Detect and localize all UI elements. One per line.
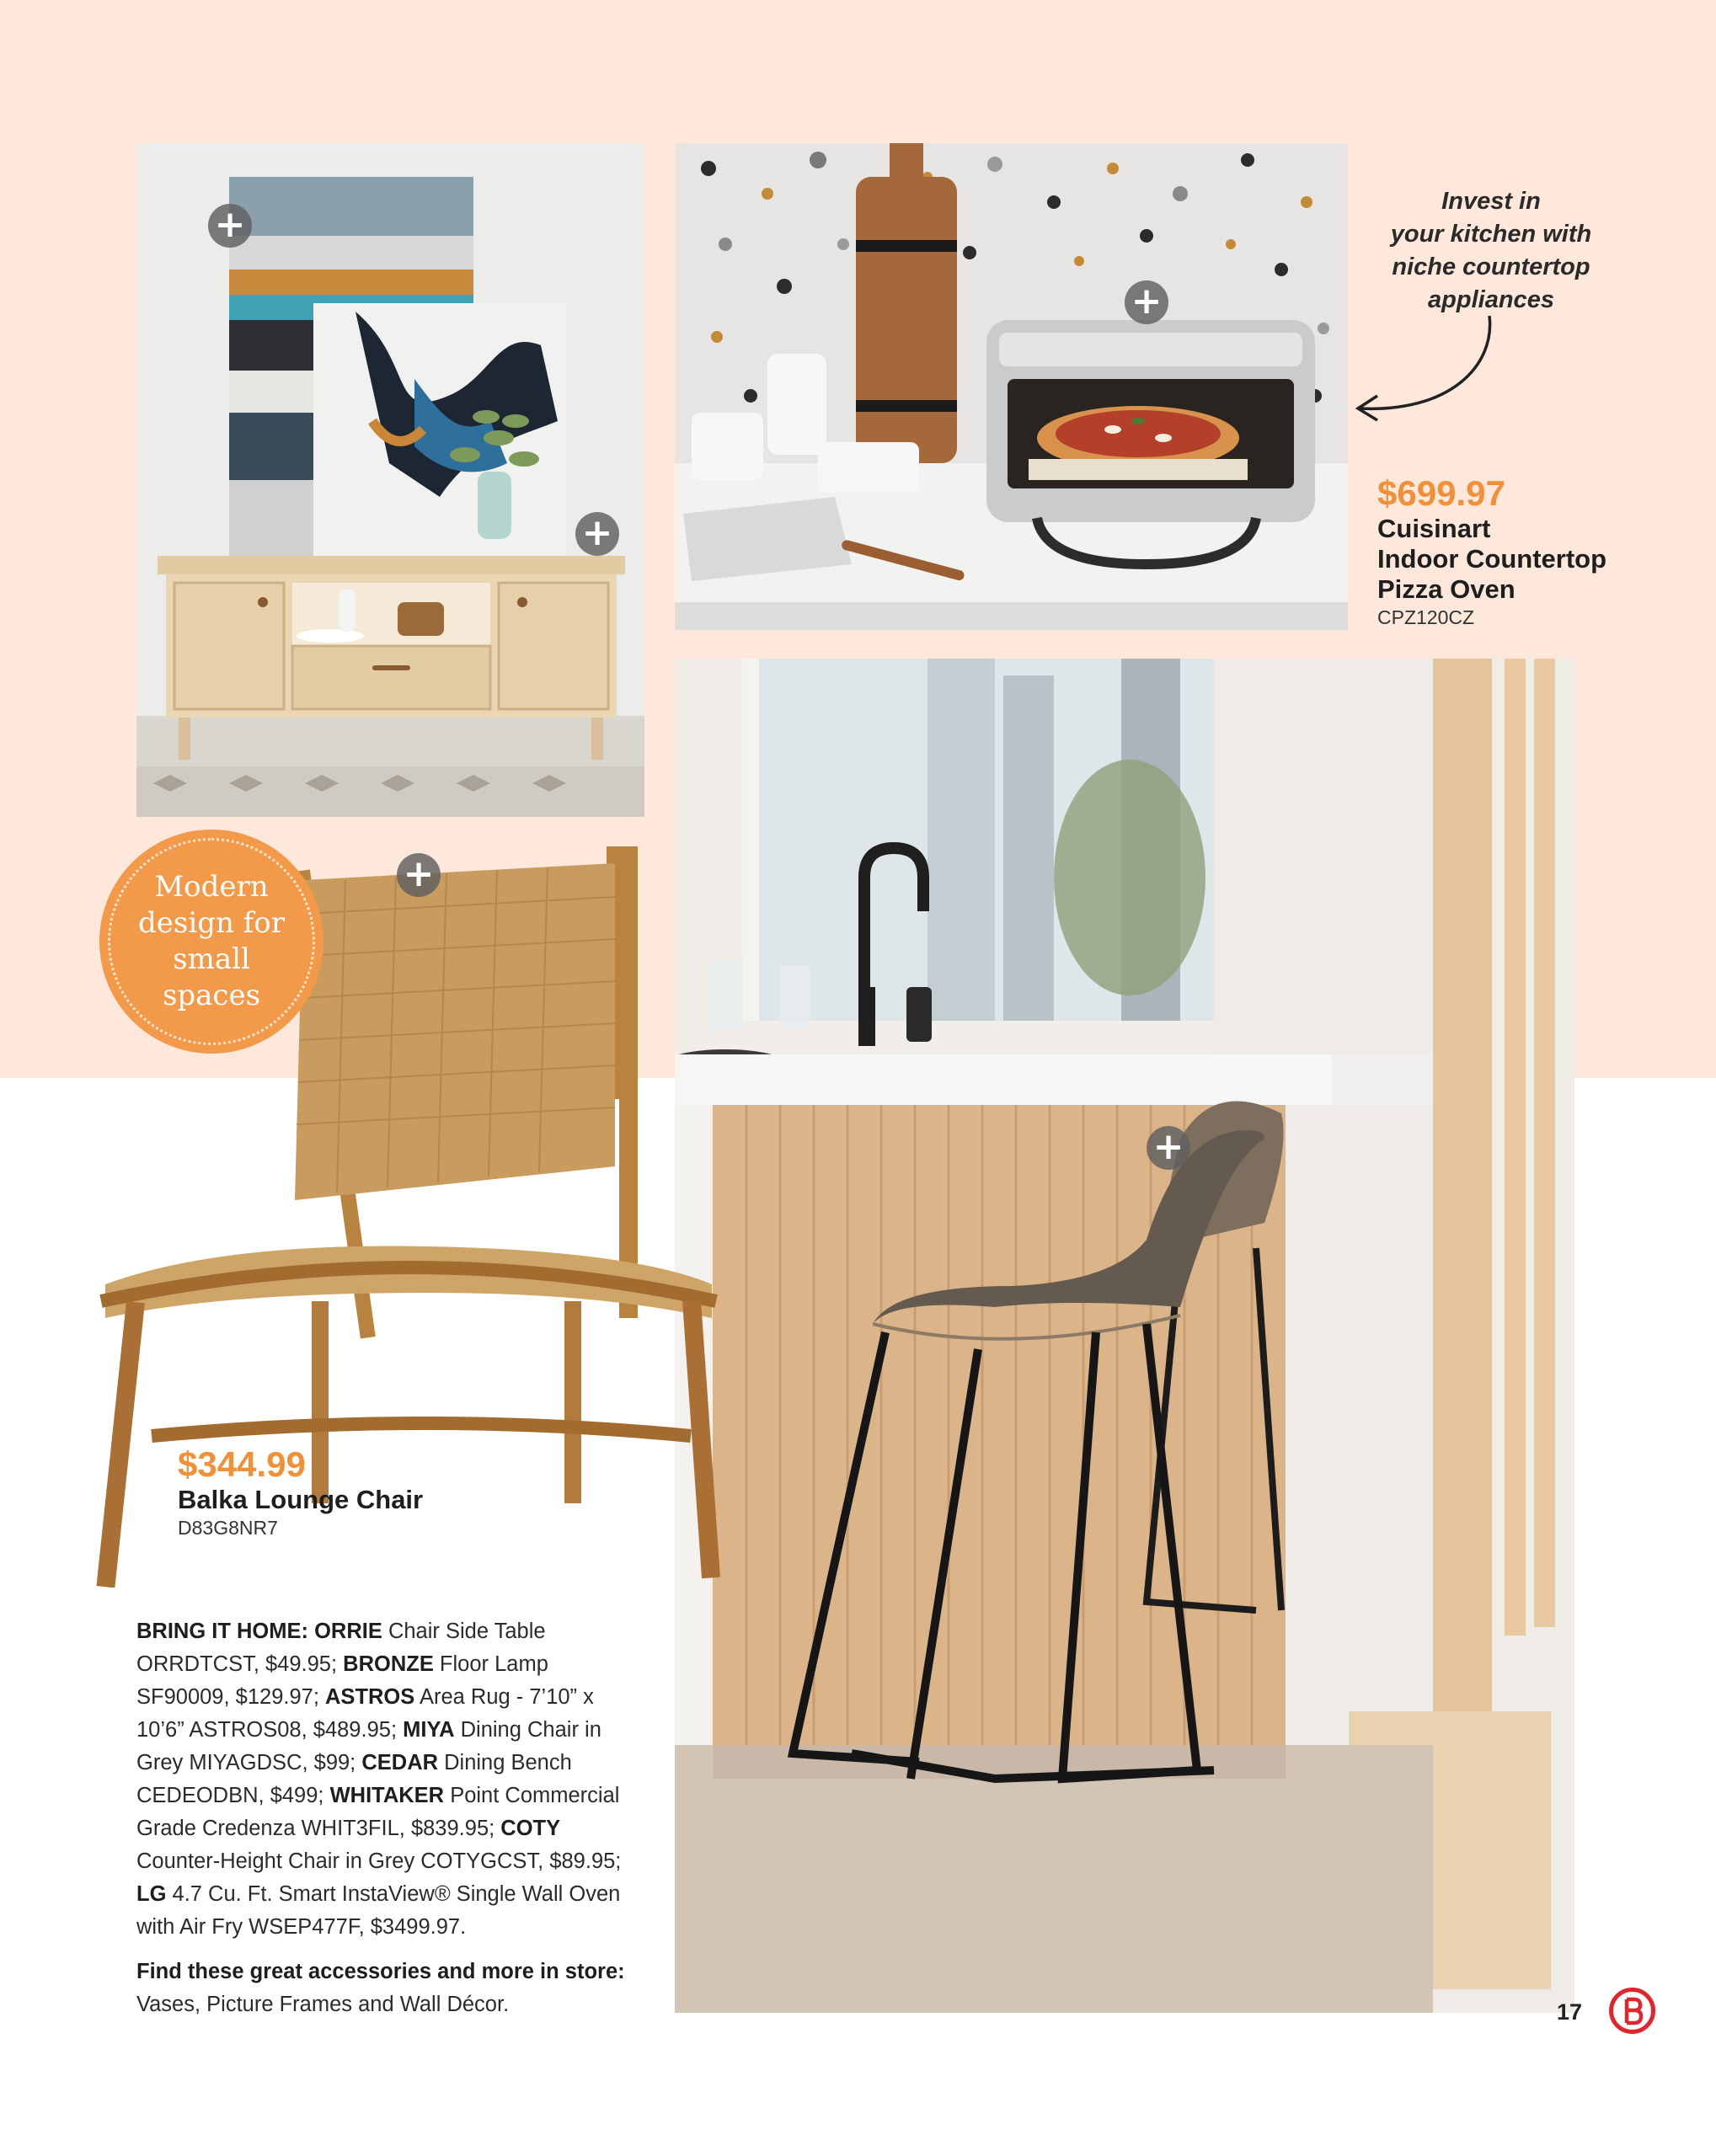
plus-icon-art[interactable]: + — [208, 204, 252, 248]
brand-logo-icon — [1609, 1988, 1655, 2034]
plus-icon-oven[interactable]: + — [1125, 280, 1168, 324]
item-text: Chair Side Table ORRDTCST, $49.95; — [136, 1620, 546, 1676]
callout-line-2: your kitchen with — [1390, 221, 1592, 248]
photo-credenza-with-art — [136, 143, 644, 817]
item-text: Counter-Height Chair in Grey COTYGCST, $89.95; — [136, 1849, 622, 1873]
item-brand: LG — [136, 1882, 167, 1906]
item-text: Dining Chair in Grey MIYAGDSC, $99; — [136, 1718, 601, 1774]
item-brand: ASTROS — [325, 1685, 415, 1709]
oven-name-line-3: Pizza Oven — [1377, 574, 1516, 604]
item-brand: BRONZE — [343, 1652, 434, 1676]
item-text: Area Rug - 7’10” x 10’6” ASTROS08, $489.95; — [136, 1685, 594, 1742]
item-brand: COTY — [500, 1817, 561, 1840]
item-text: 4.7 Cu. Ft. Smart InstaView® Single Wall Oven with Air Fry WSEP477F, $3499.97. — [136, 1882, 621, 1939]
item-brand: CEDAR — [361, 1751, 439, 1774]
callout-line-1: Invest in — [1441, 188, 1541, 215]
oven-product-info — [1377, 473, 1697, 630]
item-text: Dining Bench CEDEODBN, $499; — [136, 1751, 572, 1807]
item-text: Point Commercial Grade Credenza WHIT3FIL, $839.95; — [136, 1784, 620, 1840]
chair-name: Balka Lounge Chair — [178, 1485, 424, 1514]
oven-sku: CPZ120CZ — [1377, 606, 1475, 628]
plus-icon-chair[interactable]: + — [397, 853, 441, 897]
oven-price: $699.97 — [1377, 473, 1505, 513]
callout-text — [1365, 185, 1617, 317]
photo-pizza-oven — [675, 143, 1348, 630]
oven-name-line-2: Indoor Countertop — [1377, 544, 1607, 574]
chair-price: $344.99 — [178, 1444, 306, 1484]
photo-kitchen-island-stools — [675, 659, 1574, 2013]
item-brand: WHITAKER — [329, 1784, 445, 1807]
callout-line-4: appliances — [1428, 286, 1554, 313]
badge-text: Modern design for small spaces — [138, 870, 285, 1012]
bring-it-home-list — [136, 1615, 642, 2021]
find-heading: Find these great accessories and more in store: — [136, 1960, 625, 1983]
plus-icon-credenza[interactable]: + — [575, 512, 619, 556]
item-brand: MIYA — [403, 1718, 455, 1742]
chair-product-info — [178, 1444, 616, 1540]
find-text: Vases, Picture Frames and Wall Décor. — [136, 1993, 510, 2016]
oven-name-line-1: Cuisinart — [1377, 514, 1491, 543]
page-number: 17 — [1557, 1999, 1583, 2025]
find-in-store — [136, 1956, 642, 2021]
badge-dotted-ring — [108, 838, 315, 1045]
callout-line-3: niche countertop — [1392, 253, 1590, 280]
item-brand: ORRIE — [314, 1620, 382, 1643]
plus-icon-stool[interactable]: + — [1147, 1126, 1190, 1170]
bring-home-paragraph — [136, 1615, 642, 1944]
curved-arrow-icon — [1348, 316, 1499, 425]
bring-home-heading: BRING IT HOME: — [136, 1620, 308, 1643]
chair-sku: D83G8NR7 — [178, 1517, 278, 1539]
item-text: Floor Lamp SF90009, $129.97; — [136, 1652, 548, 1709]
